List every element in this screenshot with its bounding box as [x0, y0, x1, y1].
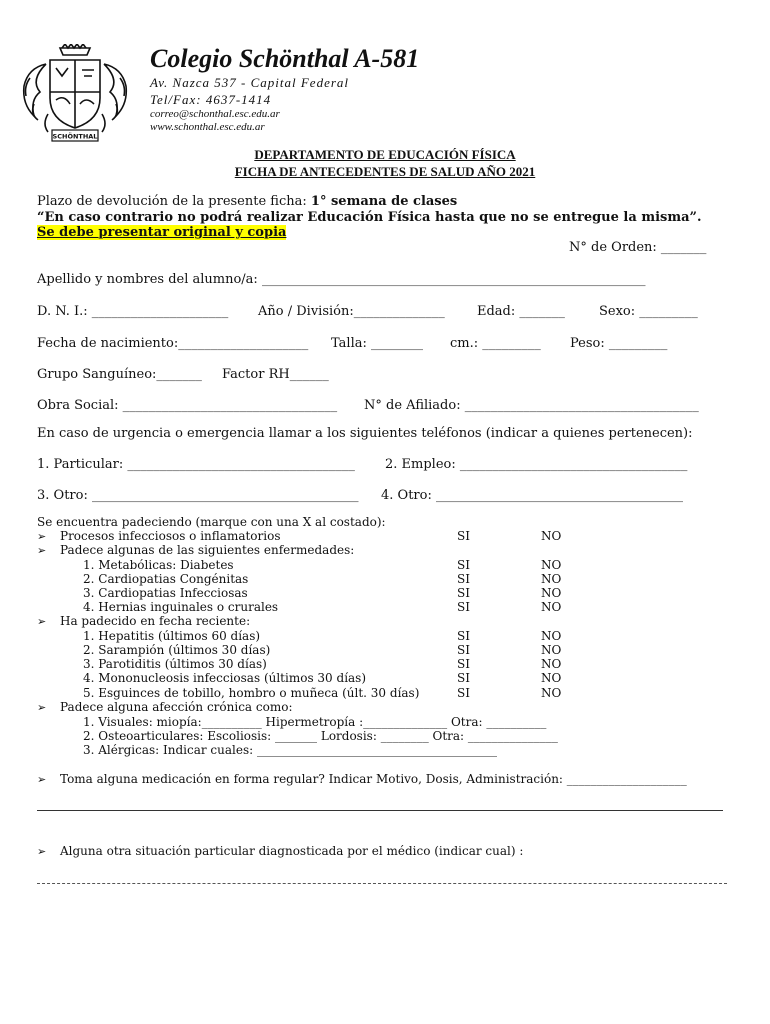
si-option[interactable]: SI [457, 600, 470, 614]
school-phone: Tel/Fax: 4637-1414 [150, 92, 272, 107]
disease-item: 1. Metabólicas: Diabetes [83, 558, 234, 572]
bullet-arrow-icon: ➢ [37, 530, 47, 543]
order-number-field[interactable]: N° de Orden: _______ [569, 240, 707, 255]
cm-field[interactable]: cm.: _________ [450, 336, 541, 351]
insurance-field[interactable]: Obra Social: _________________________________ [37, 398, 338, 413]
si-option[interactable]: SI [457, 529, 470, 543]
no-option[interactable]: NO [541, 558, 562, 572]
chronic-allergy-field[interactable]: 3. Alérgicas: Indicar cuales: ________________________________________ [83, 743, 497, 757]
deadline-value: 1° semana de clases [310, 194, 458, 209]
disease-item: 3. Cardiopatias Infecciosas [83, 586, 248, 600]
si-option[interactable]: SI [457, 643, 470, 657]
no-option[interactable]: NO [541, 600, 562, 614]
si-option[interactable]: SI [457, 572, 470, 586]
year-division-field[interactable]: Año / División:______________ [258, 304, 445, 319]
recent-item: 2. Sarampión (últimos 30 días) [83, 643, 271, 657]
si-option[interactable]: SI [457, 629, 470, 643]
bullet-arrow-icon: ➢ [37, 845, 47, 858]
highlighted-note: Se debe presentar original y copia [37, 225, 287, 240]
crest-label: SCHÖNTHAL [52, 132, 98, 141]
deadline-line [37, 194, 457, 209]
si-option[interactable]: SI [457, 671, 470, 685]
no-option[interactable]: NO [541, 686, 562, 700]
no-option[interactable]: NO [541, 529, 562, 543]
emergency-instructions: En caso de urgencia o emergencia llamar a los siguientes teléfonos (indicar a quienes pertenecen): [37, 426, 693, 441]
si-option[interactable]: SI [457, 586, 470, 600]
original-copy-note [37, 225, 286, 240]
school-crest-logo [18, 44, 133, 144]
deadline-label: Plazo de devolución de la presente ficha: [37, 194, 307, 209]
other-condition-answer-line[interactable] [37, 883, 727, 884]
medication-field[interactable]: Toma alguna medicación en forma regular? Indicar Motivo, Dosis, Administración: ____________________ [60, 772, 687, 786]
si-option[interactable]: SI [457, 657, 470, 671]
no-option[interactable]: NO [541, 657, 562, 671]
infectious-processes: Procesos infecciosos o inflamatorios [60, 529, 281, 543]
dni-field[interactable]: D. N. I.: _____________________ [37, 304, 229, 319]
disease-item: 4. Hernias inguinales o crurales [83, 600, 279, 614]
recent-item: 4. Mononucleosis infecciosas (últimos 30 días) [83, 671, 367, 685]
height-field[interactable]: Talla: ________ [331, 336, 423, 351]
si-option[interactable]: SI [457, 686, 470, 700]
phone-other2-field[interactable]: 4. Otro: ______________________________________ [381, 488, 683, 503]
form-title: FICHA DE ANTECEDENTES DE SALUD AÑO 2021 [234, 164, 536, 179]
rh-factor-field[interactable]: Factor RH______ [222, 367, 329, 382]
phone-work-field[interactable]: 2. Empleo: ___________________________________ [385, 457, 688, 472]
school-name: Colegio Schönthal A-581 [150, 44, 420, 73]
bullet-arrow-icon: ➢ [37, 615, 47, 628]
chronic-osteo-field[interactable]: 2. Osteoarticulares: Escoliosis: _______ Lordosis: ________ Otra: _______________ [83, 729, 558, 743]
no-option[interactable]: NO [541, 572, 562, 586]
bullet-arrow-icon: ➢ [37, 773, 47, 786]
recent-heading: Ha padecido en fecha reciente: [60, 614, 251, 628]
recent-item: 3. Parotiditis (últimos 30 días) [83, 657, 267, 671]
sex-field[interactable]: Sexo: _________ [599, 304, 698, 319]
disease-item: 2. Cardiopatias Congénitas [83, 572, 249, 586]
no-option[interactable]: NO [541, 671, 562, 685]
recent-item: 5. Esguinces de tobillo, hombro o muñeca (últ. 30 días) [83, 686, 420, 700]
no-option[interactable]: NO [541, 643, 562, 657]
phone-private-field[interactable]: 1. Particular: ___________________________________ [37, 457, 355, 472]
school-website: www.schonthal.esc.edu.ar [150, 121, 265, 133]
weight-field[interactable]: Peso: _________ [570, 336, 668, 351]
no-option[interactable]: NO [541, 629, 562, 643]
blood-group-field[interactable]: Grupo Sanguíneo:_______ [37, 367, 202, 382]
si-option[interactable]: SI [457, 558, 470, 572]
diseases-heading: Padece algunas de las siguientes enfermedades: [60, 543, 355, 557]
member-number-field[interactable]: N° de Afiliado: ____________________________________ [364, 398, 699, 413]
school-address: Av. Nazca 537 - Capital Federal [150, 75, 350, 90]
other-condition-label: Alguna otra situación particular diagnosticada por el médico (indicar cual) : [60, 844, 524, 858]
chronic-heading: Padece alguna afección crónica como: [60, 700, 293, 714]
chronic-visual-field[interactable]: 1. Visuales: miopía:__________ Hipermetropía :______________ Otra: __________ [83, 715, 547, 729]
student-name-field[interactable]: Apellido y nombres del alumno/a: ___________________________________________________________ [37, 272, 646, 287]
no-option[interactable]: NO [541, 586, 562, 600]
medication-answer-line[interactable] [37, 810, 723, 811]
bullet-arrow-icon: ➢ [37, 701, 47, 714]
health-intro: Se encuentra padeciendo (marque con una X al costado): [37, 515, 386, 529]
bullet-arrow-icon: ➢ [37, 544, 47, 557]
age-field[interactable]: Edad: _______ [477, 304, 565, 319]
warning-text: “En caso contrario no podrá realizar Educación Física hasta que no se entregue la misma”. [37, 210, 702, 225]
recent-item: 1. Hepatitis (últimos 60 días) [83, 629, 261, 643]
school-email: correo@schonthal.esc.edu.ar [150, 108, 280, 120]
phone-other1-field[interactable]: 3. Otro: _________________________________________ [37, 488, 359, 503]
department-title: DEPARTAMENTO DE EDUCACIÓN FÍSICA [254, 147, 516, 162]
birth-date-field[interactable]: Fecha de nacimiento:____________________ [37, 336, 309, 351]
